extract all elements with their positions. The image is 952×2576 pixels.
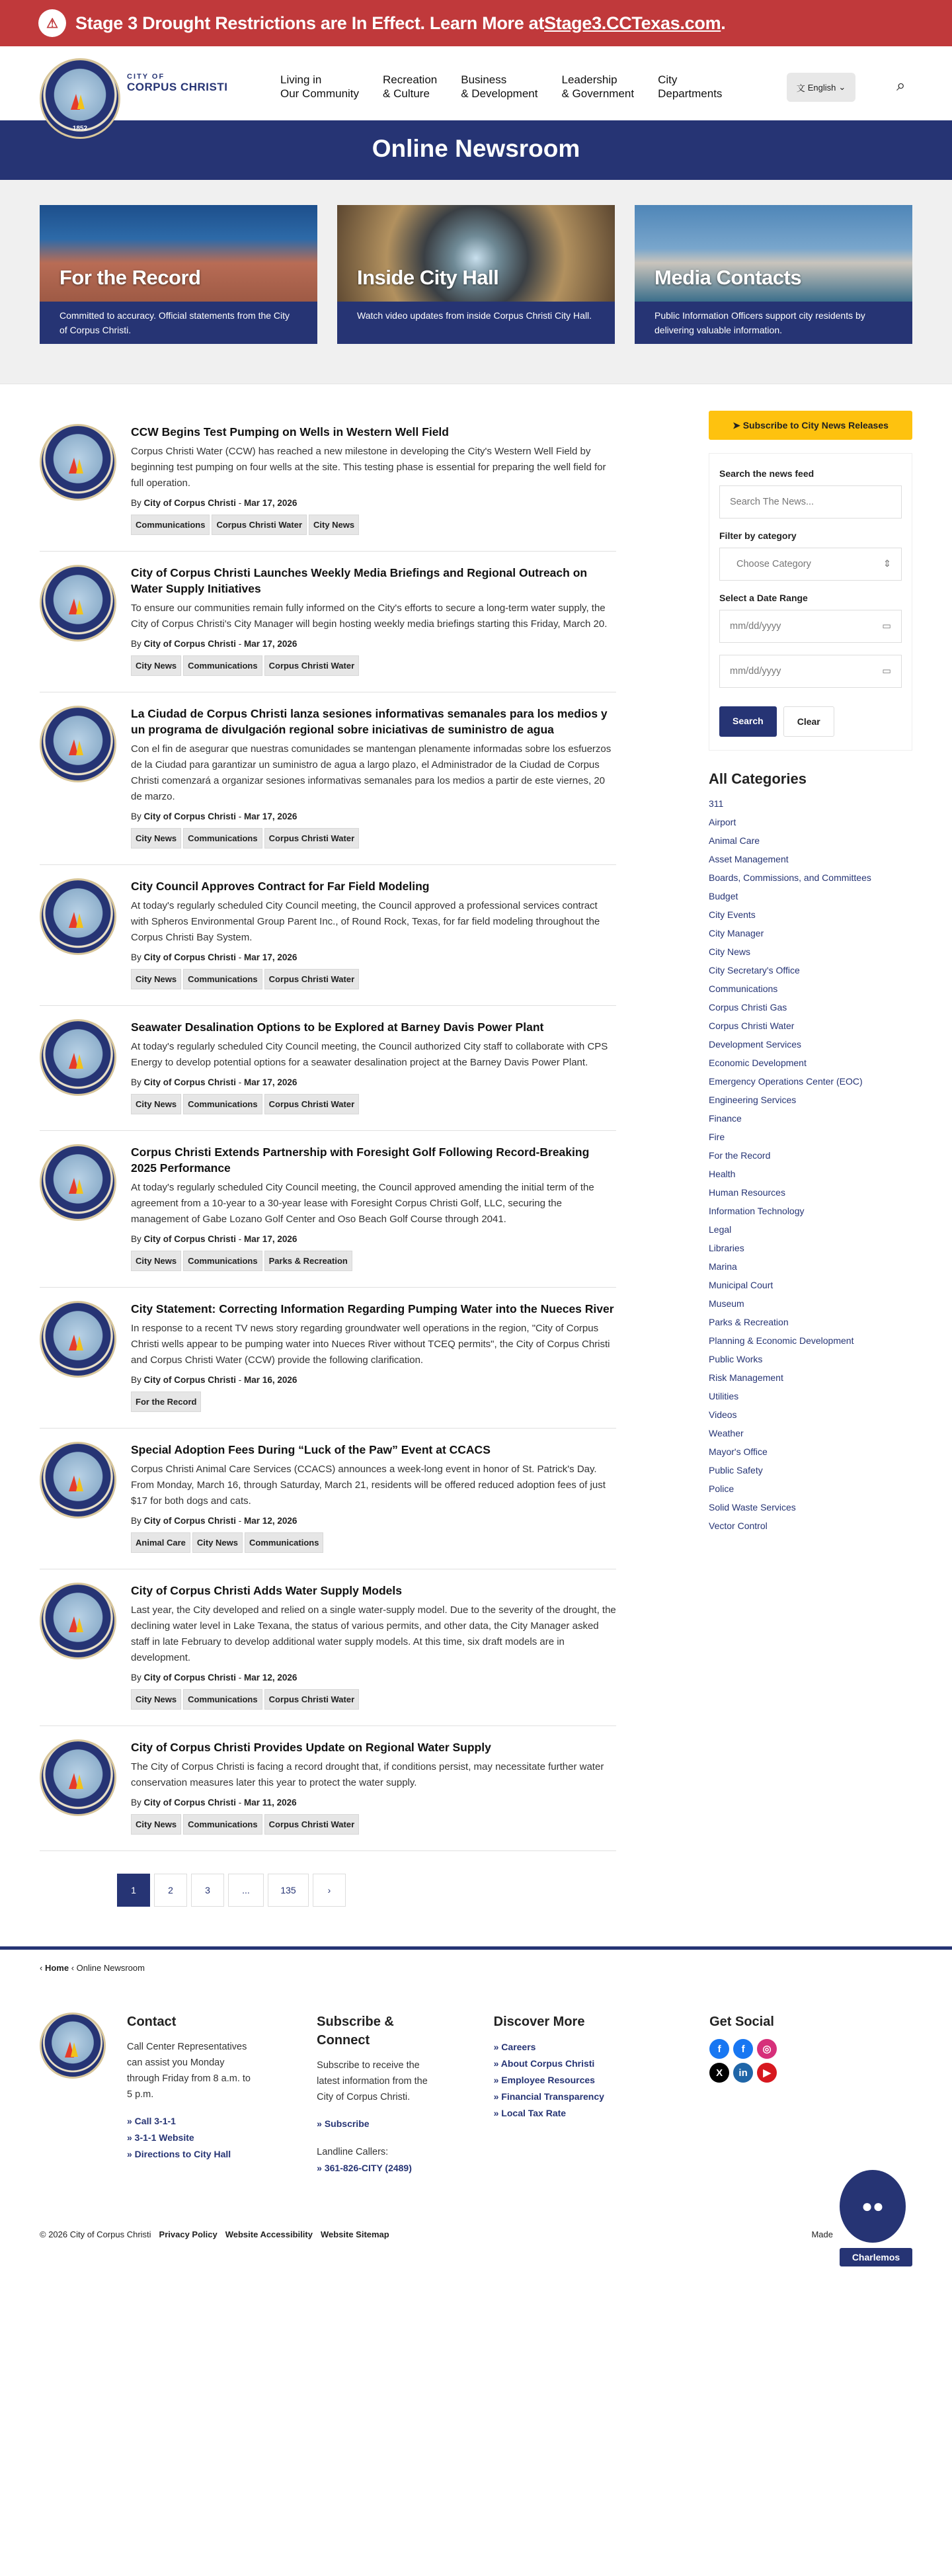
post-byline: By City of Corpus Christi - Mar 12, 2026 — [131, 1673, 298, 1683]
post-thumbnail-seal[interactable] — [40, 1583, 116, 1659]
post-excerpt: Corpus Christi Water (CCW) has reached a new milestone in developing the City's Western Well Field by beginning test pumping on four wells at the site. This testing phase is essential for preparing the well field for full operation. — [131, 446, 606, 489]
nav-item[interactable]: Living in Our Community — [280, 73, 360, 100]
news-item — [40, 1131, 616, 1288]
news-item — [40, 692, 616, 865]
drought-alert-bar: ⚠ Stage 3 Drought Restrictions are In Effect. Learn More at Stage3.CCTexas.com . — [0, 0, 952, 46]
contact-link[interactable]: » Directions to City Hall — [127, 2149, 231, 2159]
news-list — [40, 411, 616, 1946]
post-excerpt: Last year, the City developed and relied on a single water-supply model. Due to the severity of the drought, the declining water level in Lake Texana, the status of various permits, and other data, the City Manager asked staff in late February to develop additional water supply models. At this time, six draft models are in development. — [131, 1604, 616, 1663]
category-link[interactable]: Mayor's Office — [709, 1446, 768, 1457]
facebook-icon[interactable]: f — [709, 2039, 729, 2059]
category-link[interactable]: Weather — [709, 1428, 744, 1438]
category-link[interactable]: Vector Control — [709, 1520, 768, 1531]
post-thumbnail-seal[interactable] — [40, 1301, 116, 1378]
news-item — [40, 1429, 616, 1569]
category-link[interactable]: Solid Waste Services — [709, 1502, 796, 1513]
news-item — [40, 552, 616, 692]
post-title-link[interactable]: City Statement: Correcting Information Regarding Pumping Water into the Nueces River — [131, 1302, 614, 1315]
discover-link[interactable]: » Local Tax Rate — [493, 2108, 567, 2118]
category-tag[interactable]: Communications — [183, 828, 262, 849]
logo-text[interactable]: CITY OF CORPUS CHRISTI — [127, 73, 228, 93]
category-link[interactable]: Public Works — [709, 1354, 763, 1364]
nav-item[interactable]: Recreation & Culture — [383, 73, 438, 100]
post-excerpt: To ensure our communities remain fully informed on the City's efforts to secure a long-term water supply, the City of Corpus Christi's City Manager will begin hosting weekly media briefings starting this Friday, March 20. — [131, 602, 608, 630]
instagram-icon[interactable]: ◎ — [757, 2039, 777, 2059]
footer-discover: Discover More » Careers » About Corpus Christi » Employee Resources » Financial Transparency » Local Tax Rate — [494, 2013, 656, 2177]
page-title: Online Newsroom — [0, 120, 952, 177]
alert-text: Stage 3 Drought Restrictions are In Effect. Learn More at — [75, 13, 545, 33]
post-byline: By City of Corpus Christi - Mar 17, 2026 — [131, 952, 298, 962]
clear-button[interactable]: Clear — [783, 706, 834, 737]
translate-icon: 文 — [796, 83, 805, 93]
news-item — [40, 865, 616, 1006]
category-link[interactable]: City News — [709, 946, 751, 957]
alert-link[interactable]: Stage3.CCTexas.com — [544, 13, 721, 33]
select-arrows-icon: ⇕ — [883, 559, 891, 569]
post-title-link[interactable]: City Council Approves Contract for Far Field Modeling — [131, 880, 430, 893]
post-byline: By City of Corpus Christi - Mar 16, 2026 — [131, 1375, 298, 1385]
category-link[interactable]: City Secretary's Office — [709, 965, 800, 976]
page-button[interactable]: 1 — [117, 1874, 150, 1907]
category-tag[interactable]: City News — [131, 1094, 181, 1114]
category-tag[interactable]: Corpus Christi Water — [264, 828, 360, 849]
feature-card[interactable]: Media Contacts Public Information Officers support city residents by delivering valuable information. — [635, 205, 912, 344]
post-title-link[interactable]: Corpus Christi Extends Partnership with Foresight Golf Following Record-Breaking 2025 Performance — [131, 1145, 590, 1175]
category-link[interactable]: Airport — [709, 817, 736, 827]
category-link[interactable]: Finance — [709, 1113, 742, 1124]
post-byline: By City of Corpus Christi - Mar 12, 2026 — [131, 1516, 298, 1526]
post-byline: By City of Corpus Christi - Mar 17, 2026 — [131, 1077, 298, 1087]
site-footer — [0, 1946, 952, 2266]
post-excerpt: At today's regularly scheduled City Council meeting, the Council approved a professional services contract with Spheros Environmental Group Parent Inc., of Round Rock, Texas, for far field modeling throughout the Corpus Christi Bay System. — [131, 900, 600, 943]
post-thumbnail-seal[interactable] — [40, 1144, 116, 1221]
post-byline: By City of Corpus Christi - Mar 17, 2026 — [131, 498, 298, 508]
paper-plane-icon: ➤ — [733, 419, 743, 431]
post-excerpt: The City of Corpus Christi is facing a record drought that, if conditions persist, may necessitate further water conservation measures later this year to protect the water supply. — [131, 1761, 604, 1788]
post-thumbnail-seal[interactable] — [40, 1442, 116, 1518]
post-thumbnail-seal[interactable] — [40, 424, 116, 501]
category-tag[interactable]: For the Record — [131, 1392, 201, 1412]
category-link[interactable]: Budget — [709, 891, 738, 901]
post-byline: By City of Corpus Christi - Mar 17, 2026 — [131, 1234, 298, 1244]
chat-label[interactable]: Charlemos — [840, 2248, 912, 2266]
category-link[interactable]: Development Services — [709, 1039, 802, 1050]
footer-bottom-link[interactable]: Website Sitemap — [320, 2229, 389, 2239]
sidebar — [709, 411, 912, 1946]
news-item — [40, 1006, 616, 1131]
post-thumbnail-seal[interactable] — [40, 1019, 116, 1096]
page-button[interactable]: 135 — [268, 1874, 309, 1907]
category-tag[interactable]: City News — [131, 1689, 181, 1710]
breadcrumb: ‹ Home ‹ Online Newsroom — [40, 1963, 145, 1973]
site-header — [0, 46, 952, 133]
category-tag[interactable]: Communications — [183, 1689, 262, 1710]
footer-seal-logo — [40, 2013, 106, 2079]
post-thumbnail-seal[interactable] — [40, 878, 116, 955]
search-button[interactable]: Search — [719, 706, 777, 737]
category-link[interactable]: Emergency Operations Center (EOC) — [709, 1076, 863, 1087]
contact-link[interactable]: » 3-1-1 Website — [127, 2132, 194, 2143]
category-link[interactable]: Municipal Court — [709, 1280, 774, 1290]
footer-subscribe-link[interactable]: » Subscribe — [317, 2118, 370, 2129]
calendar-icon[interactable]: ▭ — [882, 666, 891, 677]
post-thumbnail-seal[interactable] — [40, 706, 116, 782]
post-byline: By City of Corpus Christi - Mar 17, 2026 — [131, 811, 298, 821]
subscribe-news-button[interactable]: ➤ Subscribe to City News Releases — [709, 411, 912, 440]
category-link[interactable]: 311 — [709, 798, 724, 809]
category-tag[interactable]: Communications — [183, 1251, 262, 1271]
discover-link[interactable]: » Financial Transparency — [493, 2091, 604, 2102]
city-seal-logo[interactable]: 1852 — [40, 58, 120, 139]
phone-link[interactable]: » 361-826-CITY (2489) — [317, 2163, 412, 2173]
feature-image: Inside City Hall — [337, 205, 615, 302]
post-title-link[interactable]: CCW Begins Test Pumping on Wells in Western Well Field — [131, 425, 449, 438]
category-tag[interactable]: City News — [131, 655, 181, 676]
category-tag[interactable]: Corpus Christi Water — [264, 1814, 360, 1835]
category-link[interactable]: Boards, Commissions, and Committees — [709, 872, 871, 883]
start-date-input[interactable]: mm/dd/yyyy ▭ — [719, 610, 902, 643]
category-link[interactable]: Corpus Christi Gas — [709, 1002, 787, 1013]
news-item — [40, 411, 616, 552]
language-selector[interactable]: 文 English ⌄ — [787, 73, 855, 102]
category-link[interactable]: Human Resources — [709, 1187, 785, 1198]
category-link[interactable]: For the Record — [709, 1150, 771, 1161]
post-thumbnail-seal[interactable] — [40, 565, 116, 642]
post-excerpt: In response to a recent TV news story regarding groundwater well operations in the region, "City of Corpus Christi wells appear to be pumping water into Nueces River without TCEQ permits", the City of Corpus Christi and Corpus Christi Water (CCW) provide the following clarification. — [131, 1323, 610, 1366]
discover-link[interactable]: » Employee Resources — [493, 2075, 595, 2085]
footer-bottom-link[interactable]: Privacy Policy — [159, 2229, 218, 2239]
filter-panel: Search the news feed Search The News... Filter by category Choose Category ⇕ Select a Date Range mm/dd/yyyy ▭ mm/dd/yyyy ▭ Search Clear — [709, 453, 912, 751]
categories-list: All Categories 311 Airport Animal Care Asset Management Boards, Commissions, and Committees Budget City Events City Manager City News City Secretary's Office Communications Corpus Christi Gas Corpus Christi Water Development Services Economic Development Emergency Operations Center (EOC) Engineering Services Finance Fire For the Record Health Human Resources Information Technology Legal Libraries Marina Municipal Court Museum Parks & Recreation Planning & Economic Development Public Works Risk Management Utilities Videos Weather Mayor's Office Public Safety Police Solid Waste Services Vector Control — [709, 770, 912, 1535]
category-link[interactable]: Fire — [709, 1132, 725, 1142]
post-title-link[interactable]: City of Corpus Christi Adds Water Supply Models — [131, 1584, 402, 1597]
category-link[interactable]: Libraries — [709, 1243, 744, 1253]
post-byline: By City of Corpus Christi - Mar 11, 2026 — [131, 1798, 297, 1807]
linkedin-icon[interactable]: in — [733, 2063, 753, 2083]
category-link[interactable]: Animal Care — [709, 835, 760, 846]
facebook-espanol-icon[interactable]: f — [733, 2039, 753, 2059]
nav-item[interactable]: City Departments — [658, 73, 723, 100]
category-tag[interactable]: Communications — [183, 655, 262, 676]
post-title-link[interactable]: City of Corpus Christi Provides Update on Regional Water Supply — [131, 1741, 491, 1754]
category-link[interactable]: Communications — [709, 983, 778, 994]
feature-card[interactable]: Inside City Hall Watch video updates from inside Corpus Christi City Hall. — [337, 205, 615, 344]
category-link[interactable]: Health — [709, 1169, 736, 1179]
nav-item[interactable]: Business & Development — [461, 73, 538, 100]
footer-contact: Contact Call Center Representatives can assist you Monday through Friday from 8 a.m. to 5 p.m. » Call 3-1-1 » 3-1-1 Website » Directions to City Hall — [127, 2013, 257, 2177]
contact-link[interactable]: » Call 3-1-1 — [127, 2116, 176, 2126]
news-item — [40, 1726, 616, 1851]
post-excerpt: Con el fin de asegurar que nuestras comunidades se mantengan plenamente informadas sobre los esfuerzos de la Ciudad para garantizar un suministro de agua a largo plazo, el Administrador de la Ciudad de Corpus Christi comenzará a organizar sesiones informativas semanales para los medios a partir de este viernes, 20 de marzo. — [131, 743, 612, 802]
page-button[interactable]: › — [313, 1874, 346, 1907]
category-tag[interactable]: Communications — [183, 1814, 262, 1835]
calendar-icon[interactable]: ▭ — [882, 621, 891, 632]
category-link[interactable]: Corpus Christi Water — [709, 1020, 795, 1031]
category-link[interactable]: City Events — [709, 909, 756, 920]
category-link[interactable]: Utilities — [709, 1391, 739, 1401]
siren-icon: ⚠ — [38, 9, 66, 37]
search-icon[interactable]: ⌕ — [896, 77, 906, 95]
category-tag[interactable]: Corpus Christi Water — [212, 515, 307, 535]
chevron-down-icon: ⌄ — [838, 82, 846, 92]
chat-bubble-icon[interactable]: ●● — [840, 2170, 906, 2243]
footer-subscribe: Subscribe & Connect Subscribe to receive the latest information from the City of Corpus Christi. » Subscribe Landline Callers: » 361-826-CITY (2489) — [317, 2013, 434, 2177]
category-link[interactable]: Parks & Recreation — [709, 1317, 789, 1327]
post-excerpt: At today's regularly scheduled City Council meeting, the Council approved amending the initial term of the agreement from a 10-year to a 30-year lease with Foresight Corpus Christi Golf, LLC, securing the management of Gabe Lozano Golf Center and Oso Beach Golf Course through 2041. — [131, 1182, 594, 1225]
category-tag[interactable]: City News — [131, 1814, 181, 1835]
post-byline: By City of Corpus Christi - Mar 17, 2026 — [131, 639, 298, 649]
category-link[interactable]: Police — [709, 1483, 734, 1494]
page-button[interactable]: 3 — [191, 1874, 224, 1907]
category-tag[interactable]: Communications — [131, 515, 210, 535]
category-link[interactable]: City Manager — [709, 928, 764, 938]
main-nav — [280, 73, 722, 101]
feature-card[interactable]: For the Record Committed to accuracy. Official statements from the City of Corpus Christi. — [40, 205, 317, 344]
category-select[interactable]: Choose Category ⇕ — [719, 548, 902, 581]
post-thumbnail-seal[interactable] — [40, 1739, 116, 1816]
category-link[interactable]: Legal — [709, 1224, 732, 1235]
news-item — [40, 1288, 616, 1429]
category-tag[interactable]: Corpus Christi Water — [264, 1094, 360, 1114]
category-link[interactable]: Risk Management — [709, 1372, 783, 1383]
feature-cards — [0, 177, 952, 384]
chat-widget[interactable] — [840, 2170, 912, 2266]
post-title-link[interactable]: Special Adoption Fees During “Luck of the Paw” Event at CCACS — [131, 1443, 491, 1456]
category-link[interactable]: Public Safety — [709, 1465, 763, 1475]
search-input[interactable]: Search The News... — [719, 485, 902, 519]
category-tag[interactable]: Corpus Christi Water — [264, 969, 360, 989]
post-title-link[interactable]: La Ciudad de Corpus Christi lanza sesiones informativas semanales para los medios y un programa de divulgación regional sobre iniciativas de suministro de agua — [131, 707, 608, 736]
category-tag[interactable]: City News — [309, 515, 359, 535]
category-tag[interactable]: Animal Care — [131, 1532, 190, 1553]
category-link[interactable]: Planning & Economic Development — [709, 1335, 854, 1346]
feature-image: Media Contacts — [635, 205, 912, 302]
discover-link[interactable]: » Careers — [493, 2042, 536, 2052]
category-tag[interactable]: Corpus Christi Water — [264, 655, 360, 676]
post-title-link[interactable]: Seawater Desalination Options to be Explored at Barney Davis Power Plant — [131, 1020, 544, 1034]
footer-bottom-link[interactable]: Website Accessibility — [225, 2229, 313, 2239]
category-tag[interactable]: Communications — [183, 969, 262, 989]
post-excerpt: At today's regularly scheduled City Council meeting, the Council authorized City staff to collaborate with CPS Energy to develop potential options for a seawater desalination project at the Barney Davis Power Plant. — [131, 1041, 608, 1068]
category-tag[interactable]: Parks & Recreation — [264, 1251, 352, 1271]
category-link[interactable]: Engineering Services — [709, 1095, 797, 1105]
page-button[interactable]: 2 — [154, 1874, 187, 1907]
category-tag[interactable]: City News — [192, 1532, 243, 1553]
category-tag[interactable]: Communications — [183, 1094, 262, 1114]
page-button[interactable]: ... — [228, 1874, 264, 1907]
post-title-link[interactable]: City of Corpus Christi Launches Weekly Media Briefings and Regional Outreach on Water Supply Initiatives — [131, 566, 588, 595]
youtube-icon[interactable]: ▶ — [757, 2063, 777, 2083]
pagination — [40, 1874, 423, 1907]
footer-social: Get Social f f ◎ X in ▶ — [709, 2013, 853, 2177]
category-tag[interactable]: Communications — [245, 1532, 323, 1553]
category-link[interactable]: Marina — [709, 1261, 737, 1272]
category-link[interactable]: Videos — [709, 1409, 737, 1420]
nav-item[interactable]: Leadership & Government — [561, 73, 635, 100]
discover-link[interactable]: » About Corpus Christi — [493, 2058, 595, 2069]
post-excerpt: Corpus Christi Animal Care Services (CCACS) announces a week-long event in honor of St. Patrick's Day. From Monday, March 16, through Saturday, March 21, residents will be offered reduced adoption fees of just $17 for both dogs and cats. — [131, 1464, 606, 1507]
category-link[interactable]: Asset Management — [709, 854, 789, 864]
category-link[interactable]: Economic Development — [709, 1058, 807, 1068]
end-date-input[interactable]: mm/dd/yyyy ▭ — [719, 655, 902, 688]
category-link[interactable]: Museum — [709, 1298, 744, 1309]
category-link[interactable]: Information Technology — [709, 1206, 805, 1216]
category-tag[interactable]: City News — [131, 1251, 181, 1271]
category-tag[interactable]: City News — [131, 969, 181, 989]
footer-bottom: © 2026 City of Corpus Christi Privacy Policy Website Accessibility Website Sitemap Made ●● Charlemos — [40, 2229, 912, 2239]
category-tag[interactable]: City News — [131, 828, 181, 849]
category-tag[interactable]: Corpus Christi Water — [264, 1689, 360, 1710]
news-item — [40, 1569, 616, 1726]
x-icon[interactable]: X — [709, 2063, 729, 2083]
feature-image: For the Record — [40, 205, 317, 302]
